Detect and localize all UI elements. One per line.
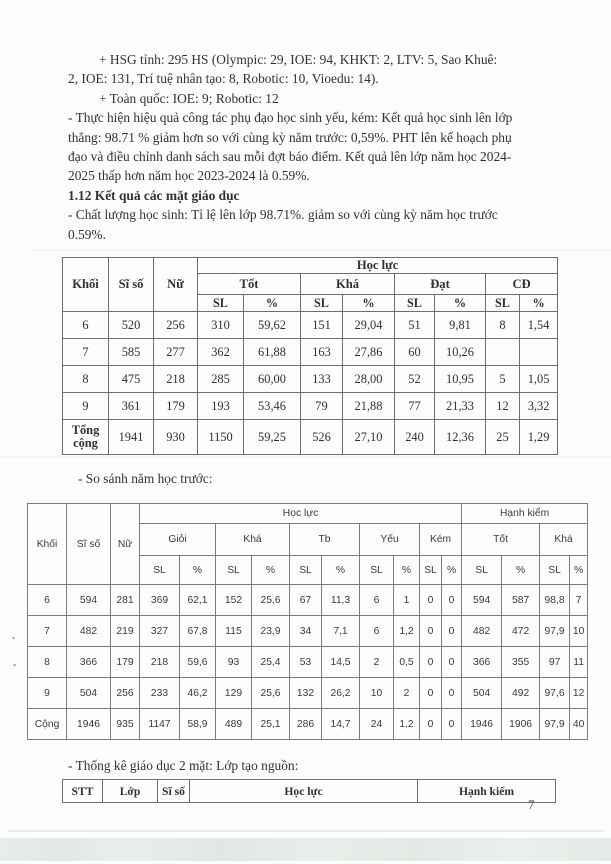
scan-streak <box>30 249 611 251</box>
table-row <box>63 312 558 339</box>
table-cell: 6 <box>360 585 394 616</box>
table-cell: 218 <box>154 366 198 393</box>
table-cell: 0 <box>442 616 462 647</box>
table-cell: Tổng cộng <box>63 420 109 455</box>
table-cell: 327 <box>140 616 180 647</box>
text-line: đạo và điều chỉnh danh sách sau mỗi đợt báo điểm. Kết quả lên lớp năm học 2024- <box>68 149 512 165</box>
table-cell: 1,54 <box>520 312 558 339</box>
table-cell: 12,36 <box>435 420 486 455</box>
header-sl: SL <box>216 556 252 585</box>
table-cell: 9 <box>28 678 67 709</box>
table-cell: 355 <box>502 647 540 678</box>
table-cell: 129 <box>216 678 252 709</box>
header-tb: Tb <box>290 524 360 556</box>
header-pct: % <box>244 295 301 312</box>
table-cell: 0 <box>420 585 442 616</box>
header-siso: Sĩ số <box>158 780 190 803</box>
table-cell: 256 <box>111 678 140 709</box>
table-row <box>28 647 588 678</box>
table-cell: 1,05 <box>520 366 558 393</box>
table-cell: 1 <box>394 585 420 616</box>
table-cell: 0,5 <box>394 647 420 678</box>
compare-section-label: - So sánh năm học trước: <box>78 471 213 487</box>
table-cell: 369 <box>140 585 180 616</box>
table-cell: 0 <box>442 709 462 740</box>
text-line: 2, IOE: 131, Trí tuệ nhân tạo: 8, Robotic: 10, Vioedu: 14). <box>68 71 379 87</box>
table-cell: 585 <box>109 339 154 366</box>
table-cell: 67 <box>290 585 322 616</box>
header-pct: % <box>520 295 558 312</box>
twoside-section-label: - Thống kê giáo dục 2 mặt: Lớp tạo nguồn: <box>68 758 299 774</box>
intro-paragraphs <box>68 50 555 244</box>
table-cell: 310 <box>198 312 244 339</box>
table-cell: 2 <box>394 678 420 709</box>
header-hk-tot: Tốt <box>462 524 540 556</box>
text-line: 0.59%. <box>68 226 106 242</box>
table-cell: 79 <box>301 393 343 420</box>
table-cell: 21,88 <box>343 393 395 420</box>
table-cell: 61,88 <box>244 339 301 366</box>
table-cell: 97,6 <box>540 678 570 709</box>
table-cell: 25,4 <box>252 647 290 678</box>
table-cell: 11 <box>570 647 588 678</box>
header-hocluc: Học lực <box>190 780 418 803</box>
table-cell: 193 <box>198 393 244 420</box>
table-cell: 7,1 <box>322 616 360 647</box>
table-cell: 21,33 <box>435 393 486 420</box>
table-cell: 366 <box>462 647 502 678</box>
header-yeu: Yếu <box>360 524 420 556</box>
table-row <box>63 420 558 455</box>
text-line: thẳng: 98.71 % giảm hơn so với cùng kỳ năm trước: 0,59%. PHT lên kế hoạch phụ <box>68 129 512 145</box>
header-tot: Tốt <box>198 274 301 295</box>
table-cell: 504 <box>67 678 111 709</box>
header-stt: STT <box>63 780 103 803</box>
table-cell: 526 <box>301 420 343 455</box>
table-cell: 930 <box>154 420 198 455</box>
table-cell: 12 <box>486 393 520 420</box>
table-cell: 132 <box>290 678 322 709</box>
table-cell: 163 <box>301 339 343 366</box>
table-cell: 2 <box>360 647 394 678</box>
header-pct: % <box>343 295 395 312</box>
header-gioi: Giỏi <box>140 524 216 556</box>
table-cell: 58,9 <box>180 709 216 740</box>
scan-streak <box>0 456 611 458</box>
header-sl: SL <box>462 556 502 585</box>
table-cell: 475 <box>109 366 154 393</box>
table-cell: 240 <box>395 420 435 455</box>
table-cell: 1147 <box>140 709 180 740</box>
text-line: - Thực hiện hiệu quả công tác phụ đạo học sinh yếu, kém: Kết quả học sinh lên lớp <box>68 110 513 126</box>
table-cell: 219 <box>111 616 140 647</box>
table-cell: 0 <box>420 678 442 709</box>
scan-speck <box>13 664 16 666</box>
table-cell: 362 <box>198 339 244 366</box>
table-cell: 0 <box>442 585 462 616</box>
header-cd: CĐ <box>486 274 558 295</box>
table-cell: 53 <box>290 647 322 678</box>
table-cell: 594 <box>462 585 502 616</box>
header-khoi: Khối <box>63 258 109 312</box>
table-cell: 115 <box>216 616 252 647</box>
compare-table <box>27 503 588 740</box>
header-pct: % <box>570 556 588 585</box>
table-cell: 29,04 <box>343 312 395 339</box>
table-cell <box>520 339 558 366</box>
hoc-luc-table-header <box>63 258 558 312</box>
table-cell: 12 <box>570 678 588 709</box>
table-cell: 8 <box>486 312 520 339</box>
page-number: 7 <box>528 797 535 812</box>
table-cell: 1150 <box>198 420 244 455</box>
table-cell: 1,2 <box>394 616 420 647</box>
table-cell: 6 <box>28 585 67 616</box>
header-hk-kha: Khá <box>540 524 588 556</box>
table-cell: 14,7 <box>322 709 360 740</box>
table-cell: 492 <box>502 678 540 709</box>
table-row <box>28 678 588 709</box>
table-cell: 23,9 <box>252 616 290 647</box>
table-cell: 59,6 <box>180 647 216 678</box>
table-cell: 10,26 <box>435 339 486 366</box>
table-cell: 5 <box>486 366 520 393</box>
table-cell: 77 <box>395 393 435 420</box>
table-cell: 587 <box>502 585 540 616</box>
table-cell: 218 <box>140 647 180 678</box>
header-nu: Nữ <box>154 258 198 312</box>
table-cell: 366 <box>67 647 111 678</box>
header-pct: % <box>180 556 216 585</box>
page-content <box>34 50 585 803</box>
text-line: 2025 thấp hơn năm học 2023-2024 là 0.59%. <box>68 168 310 184</box>
hoc-luc-table-body <box>63 312 558 455</box>
table-cell: 10 <box>570 616 588 647</box>
header-pct: % <box>252 556 290 585</box>
table-row <box>63 393 558 420</box>
table-cell: 59,25 <box>244 420 301 455</box>
table-cell: 0 <box>442 678 462 709</box>
compare-table-header <box>28 504 588 585</box>
header-pct: % <box>435 295 486 312</box>
text-line: + Toàn quốc: IOE: 9; Robotic: 12 <box>99 90 279 106</box>
header-sl: SL <box>301 295 343 312</box>
table-cell: 3,32 <box>520 393 558 420</box>
table-cell: 14,5 <box>322 647 360 678</box>
table-cell: 10,95 <box>435 366 486 393</box>
header-hanhkiem: Hạnh kiểm <box>462 504 588 524</box>
scan-speck <box>12 637 15 639</box>
table-cell: 97 <box>540 647 570 678</box>
lop-tao-nguon-header <box>63 780 556 803</box>
table-cell: 25,6 <box>252 678 290 709</box>
header-pct: % <box>394 556 420 585</box>
table-cell: 489 <box>216 709 252 740</box>
table-cell: 67,8 <box>180 616 216 647</box>
hoc-luc-table <box>62 257 558 455</box>
table-cell: 97,9 <box>540 709 570 740</box>
table-cell: 11,3 <box>322 585 360 616</box>
table-cell: 98,8 <box>540 585 570 616</box>
header-kha: Khá <box>216 524 290 556</box>
table-cell: 59,62 <box>244 312 301 339</box>
table-cell: 60,00 <box>244 366 301 393</box>
text-line: - Chất lượng học sinh: Tỉ lệ lên lớp 98.71%. giảm so với cùng kỳ năm học trước <box>68 207 498 223</box>
header-hanhkiem: Hạnh kiểm <box>418 780 556 803</box>
table-cell: 51 <box>395 312 435 339</box>
table-cell: 1906 <box>502 709 540 740</box>
header-kem: Kém <box>420 524 462 556</box>
table-cell: 285 <box>198 366 244 393</box>
table-cell: 9 <box>63 393 109 420</box>
header-siso: Sĩ số <box>109 258 154 312</box>
table-cell: 1946 <box>67 709 111 740</box>
table-cell: 0 <box>420 709 442 740</box>
table-cell: 8 <box>28 647 67 678</box>
table-cell: 594 <box>67 585 111 616</box>
table-cell: 472 <box>502 616 540 647</box>
table-row <box>28 616 588 647</box>
table-cell: 1,2 <box>394 709 420 740</box>
table-cell: 1946 <box>462 709 502 740</box>
table-cell: 7 <box>28 616 67 647</box>
table-cell: 0 <box>420 647 442 678</box>
text-line: 1.12 Kết quả các mặt giáo dục <box>68 187 240 203</box>
table-cell: 1941 <box>109 420 154 455</box>
table-cell: 152 <box>216 585 252 616</box>
table-cell: 133 <box>301 366 343 393</box>
table-cell: 7 <box>63 339 109 366</box>
header-sl: SL <box>360 556 394 585</box>
table-cell: 277 <box>154 339 198 366</box>
table-cell: 93 <box>216 647 252 678</box>
table-cell: 27,86 <box>343 339 395 366</box>
header-khoi: Khối <box>28 504 67 585</box>
table-cell: 361 <box>109 393 154 420</box>
table-cell: 0 <box>420 616 442 647</box>
table-row <box>63 339 558 366</box>
header-hocluc: Học lực <box>140 504 462 524</box>
table-cell: 256 <box>154 312 198 339</box>
header-sl: SL <box>198 295 244 312</box>
compare-table-body <box>28 585 588 740</box>
table-cell: 27,10 <box>343 420 395 455</box>
table-cell: 25,6 <box>252 585 290 616</box>
lop-tao-nguon-table <box>62 779 556 803</box>
table-row <box>28 709 588 740</box>
header-sl: SL <box>420 556 442 585</box>
table-cell: 40 <box>570 709 588 740</box>
table-cell: 6 <box>63 312 109 339</box>
table-cell: 6 <box>360 616 394 647</box>
table-cell: 9,81 <box>435 312 486 339</box>
table-row <box>63 366 558 393</box>
table-cell: 46,2 <box>180 678 216 709</box>
table-cell <box>486 339 520 366</box>
header-kha: Khá <box>301 274 395 295</box>
header-pct: % <box>502 556 540 585</box>
header-sl: SL <box>395 295 435 312</box>
table-cell: 8 <box>63 366 109 393</box>
table-cell: 97,9 <box>540 616 570 647</box>
table-cell: 281 <box>111 585 140 616</box>
table-cell: 24 <box>360 709 394 740</box>
table-cell: 179 <box>111 647 140 678</box>
table-cell: 25 <box>486 420 520 455</box>
table-cell: 25,1 <box>252 709 290 740</box>
table-row <box>28 585 588 616</box>
table-cell: 1,29 <box>520 420 558 455</box>
header-sl: SL <box>486 295 520 312</box>
header-hocluc: Học lực <box>198 258 558 274</box>
table-cell: 26,2 <box>322 678 360 709</box>
header-dat: Đạt <box>395 274 486 295</box>
table-cell: 0 <box>442 647 462 678</box>
table-cell: 53,46 <box>244 393 301 420</box>
header-pct: % <box>322 556 360 585</box>
header-lop: Lớp <box>103 780 158 803</box>
header-sl: SL <box>290 556 322 585</box>
text-line: + HSG tỉnh: 295 HS (Olympic: 29, IOE: 94, KHKT: 2, LTV: 5, Sao Khuê: <box>99 52 498 67</box>
table-cell: 7 <box>570 585 588 616</box>
table-cell: 28,00 <box>343 366 395 393</box>
table-cell: 52 <box>395 366 435 393</box>
header-sl: SL <box>140 556 180 585</box>
header-sl: SL <box>540 556 570 585</box>
table-cell: 151 <box>301 312 343 339</box>
table-cell: Cộng <box>28 709 67 740</box>
table-cell: 504 <box>462 678 502 709</box>
table-cell: 60 <box>395 339 435 366</box>
table-cell: 233 <box>140 678 180 709</box>
table-cell: 935 <box>111 709 140 740</box>
table-cell: 482 <box>462 616 502 647</box>
table-cell: 179 <box>154 393 198 420</box>
table-cell: 286 <box>290 709 322 740</box>
table-cell: 10 <box>360 678 394 709</box>
table-cell: 520 <box>109 312 154 339</box>
header-nu: Nữ <box>111 504 140 585</box>
scan-bottom-band <box>0 838 611 861</box>
table-cell: 34 <box>290 616 322 647</box>
header-pct: % <box>442 556 462 585</box>
scan-streak <box>8 830 603 832</box>
header-siso: Sĩ số <box>67 504 111 585</box>
table-cell: 482 <box>67 616 111 647</box>
table-cell: 62,1 <box>180 585 216 616</box>
